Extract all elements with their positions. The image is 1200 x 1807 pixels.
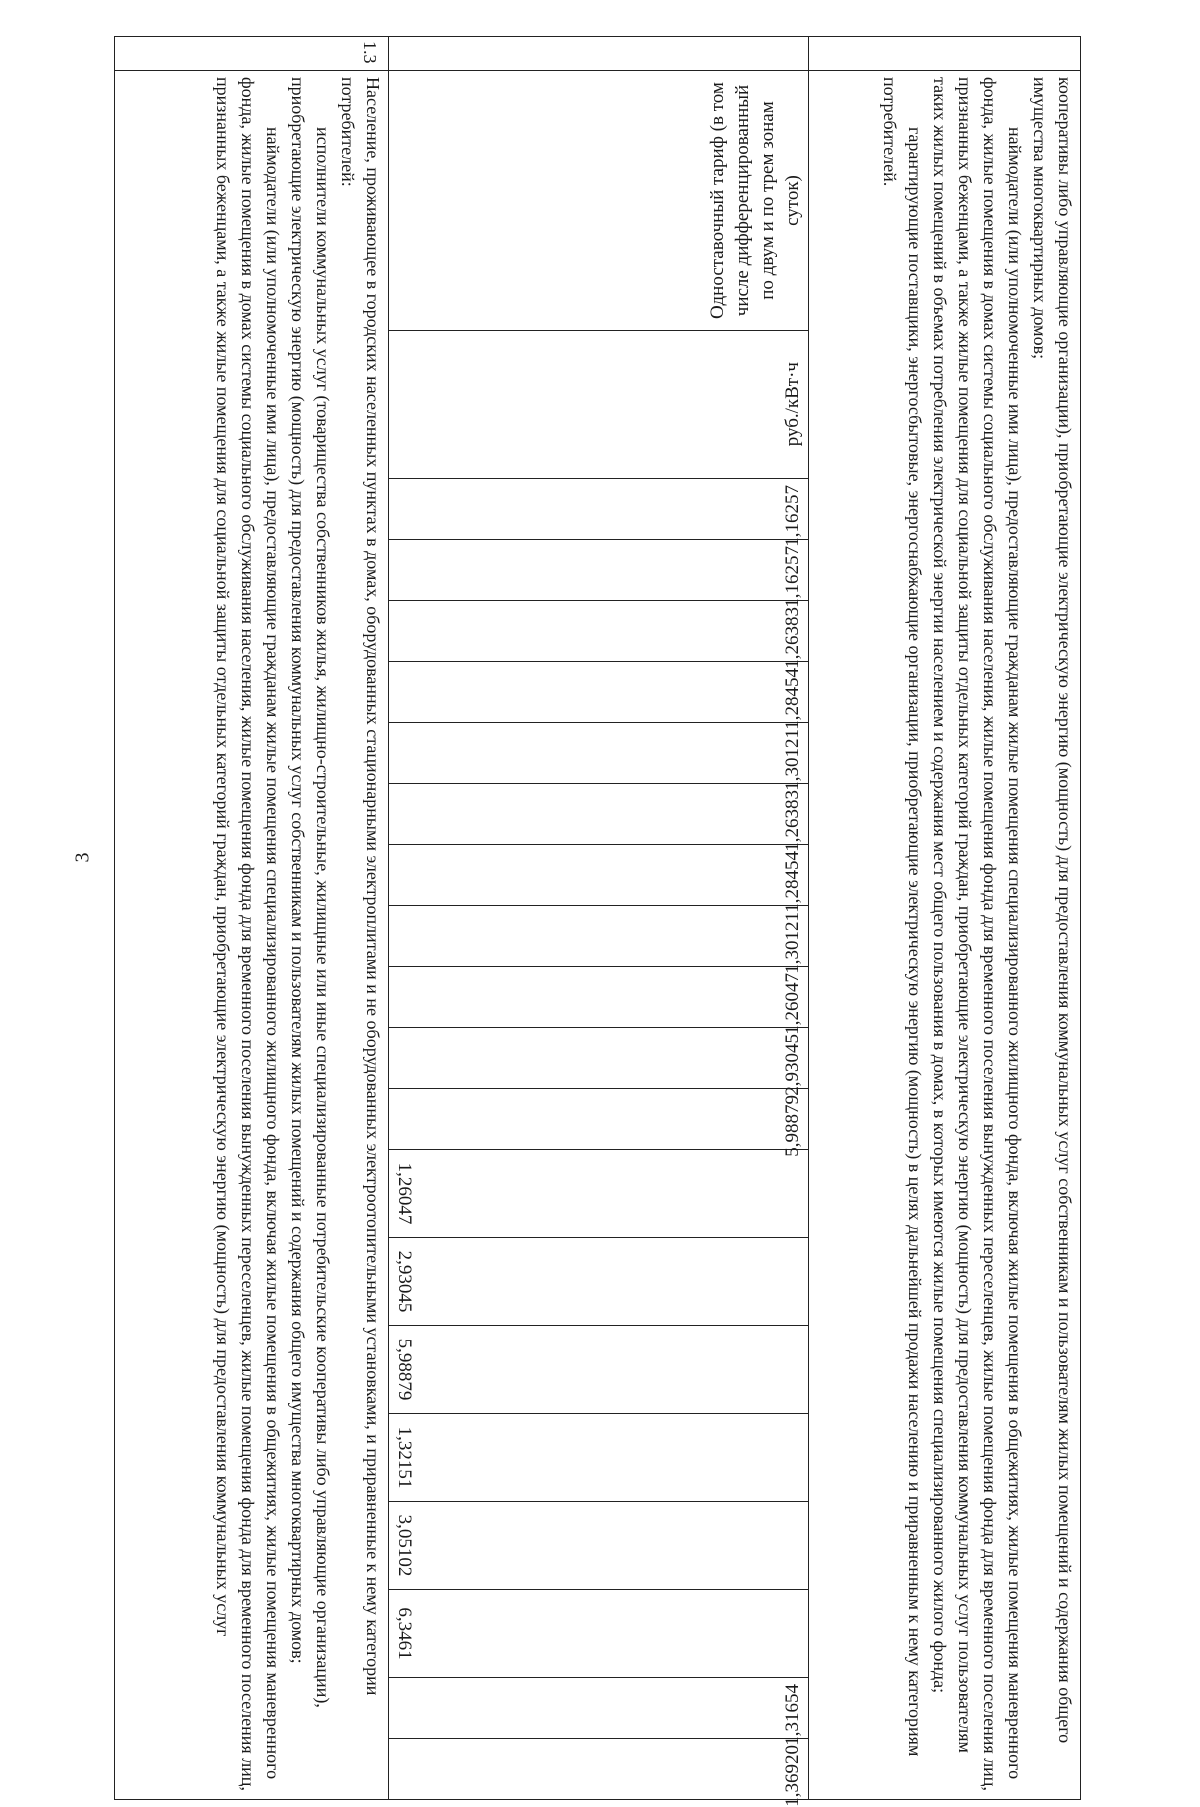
- paragraph: наймодатели (или уполномоченные ими лица), предоставляющие гражданам жилые помещения специализированного жилищного фонда, включая жилые помещения в общежитиях, жилые помещения маневренного фонда, жилые помещения в домах системы социального обслуживания населения, жилые помещения фонда для временного поселения вынужденных переселенцев, жилые помещения фонда для временного поселения лиц, признанных беженцами, а также жилые помещения для социальной защиты отдельных категорий граждан, приобретающие электрическую энергию (мощность) для предоставления коммунальных услуг: [213, 77, 283, 1791]
- row-number-empty: [389, 37, 809, 71]
- tariff-value: 1,30121: [782, 729, 803, 791]
- tariff-value: 1,28454: [782, 851, 803, 913]
- row-description: [115, 71, 389, 1800]
- tariff-value: 1,31654: [782, 1684, 803, 1746]
- tariff-value: 1,36920: [782, 1745, 803, 1807]
- paragraph: гарантирующие поставщики, энергосбытовые, энергоснабжающие организации, приобретающие электрическую энергию (мощность) в целях дальнейшей продажи населению и приравненным к нему категориям потребителей.: [880, 77, 925, 1757]
- tariff-table: [114, 36, 1081, 1807]
- row-continuation: [809, 37, 1081, 1800]
- tariff-value: 1,26047: [782, 973, 803, 1035]
- paragraph: Население, проживающее в городских населенных пунктах в домах, оборудованных стационарными электроплитами и не оборудованных электроотопительными установками, и приравненные к нему категории потребителей:: [338, 77, 383, 1696]
- tariff-value: 5,98879: [782, 1095, 803, 1157]
- tariff-value: 2,93045: [394, 1250, 415, 1313]
- unit-cell: [389, 331, 809, 479]
- tariff-value: 2,93045: [782, 1034, 803, 1096]
- unit-label: руб./кВт·ч: [782, 362, 803, 447]
- row-1-3: [115, 37, 389, 1800]
- tariff-value: 1,30121: [782, 912, 803, 974]
- tariff-value: 1,16257: [782, 546, 803, 608]
- row-tariff: [389, 37, 809, 1800]
- paragraph: кооперативы либо управляющие организации), приобретающие электрическую энергию (мощность) для предоставления коммунальных услуг собственникам и пользователям жилых помещений и содержания общего имущества многоквартирных домов;: [1030, 77, 1075, 1744]
- paragraph: исполнители коммунальных услуг (товарищества собственников жилья, жилищно-строительные, жилищные или иные специализированные потребительские кооперативы либо управляющие организации), приобретающие электрическую энергию (мощность) для предоставления коммунальных услуг собственникам и пользователям жилых помещений и содержания общего имущества многоквартирных домов;: [288, 77, 333, 1708]
- paragraph: наймодатели (или уполномоченные ими лица), предоставляющие гражданам жилые помещения специализированного жилищного фонда, включая жилые помещения в общежитиях, жилые помещения маневренного фонда, жилые помещения в домах системы социального обслуживания населения, жилые помещения фонда для временного поселения вынужденных переселенцев, жилые помещения фонда для временного поселения лиц, признанных беженцами, а также жилые помещения для социальной защиты отдельных категорий граждан, приобретающие электрическую энергию (мощность) для предоставления коммунальных услуг пользователям таких жилых помещений в объемах потребления электрической энергии населением и содержания мест общего пользования в домах, в которых имеются жилые помещения специализированного жилого фонда;: [930, 77, 1025, 1791]
- tariff-value: 1,28454: [782, 668, 803, 730]
- tariff-table-sheet: [112, 36, 1081, 1807]
- row-number-empty: [809, 37, 1081, 71]
- tariff-value: 1,26383: [782, 607, 803, 669]
- tariff-value: 1,26047: [394, 1162, 415, 1225]
- page-number: 3: [71, 852, 94, 863]
- tariff-value: 1,26383: [782, 790, 803, 852]
- row-description: [809, 71, 1081, 1800]
- tariff-value: 5,98879: [394, 1338, 415, 1401]
- tariff-label: Одноставочный тариф (в том числе дифференцированный по двум и по трем зонам суток): [707, 82, 803, 319]
- tariff-value: 1,16257: [782, 485, 803, 547]
- tariff-value: 1,32151: [394, 1426, 415, 1489]
- tariff-value: 3,05102: [394, 1514, 415, 1577]
- tariff-value: 6,3461: [394, 1607, 415, 1660]
- row-number: 1.3: [115, 37, 389, 71]
- tariff-label-cell: [389, 71, 809, 331]
